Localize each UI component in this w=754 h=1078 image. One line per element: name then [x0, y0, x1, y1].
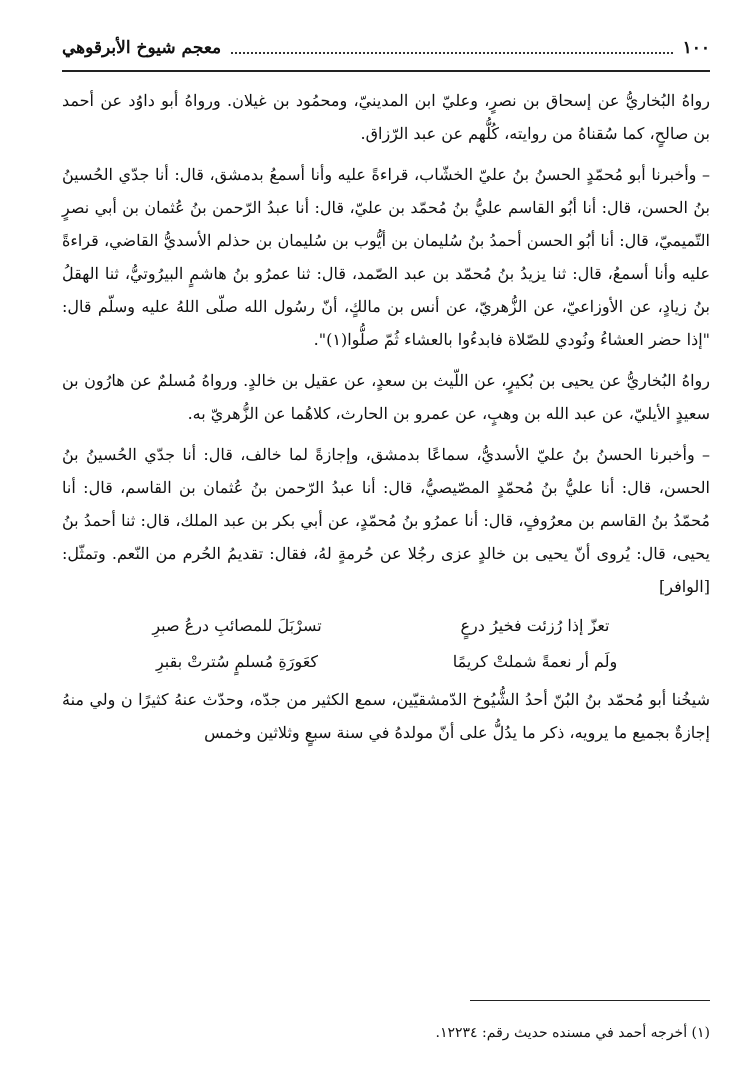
verse-first-hemistich: تعزّ إذا رُزئت فخيرُ درعٍ — [460, 616, 610, 635]
book-title: معجم شيوخ الأبرقوهي — [62, 38, 222, 58]
paragraph-2: – وأخبرنا أبو مُحمّدٍ الحسنُ بنُ عليّ الخشّاب، قراءةً عليه وأنا أسمعُ بدمشق، قال: أنا جدّي الحُسينُ بنُ الحسن، قال: أنا أبُو القاسم عليُّ بنُ مُحمّد بن عليّ، قال: أنا عبدُ الرّحمن بنُ عُثمان بن أبي نصرٍ التّميميّ، قال: أنا أبُو الحسن أحمدُ بنُ سُليمان بن أيُّوب بن سُليمان بن حذلم الأسديُّ القاضي، قراءةً عليه وأنا أسمعُ، قال: ثنا يزيدُ بنُ مُحمّد بن عبد الصّمد، قال: ثنا عمرُو بنُ هاشمٍ البيرُوتيُّ، ثنا الهقلُ بنُ زيادٍ، عن الأوزاعيّ، عن الزُّهريّ، عن أنس بن مالكٍ، أنّ رسُول الله صلّى اللهُ عليه وسلّم قال: "إذا حضر العشاءُ ونُودي للصّلاة فابدءُوا بالعشاء ثُمّ صلُّوا(١)". — [62, 165, 710, 349]
paragraph-3: رواهُ البُخاريُّ عن يحيى بن بُكيرٍ، عن اللّيث بن سعدٍ، عن عقيل بن خالدٍ. ورواهُ مُسلمٌ عن هارُون بن سعيدٍ الأيليّ، عن عبد الله بن وهبٍ، عن عمرو بن الحارث، كلاهُما عن الزُّهريّ به. — [62, 371, 710, 423]
paragraph-4: – وأخبرنا الحسنُ بنُ عليّ الأسديُّ، سماعًا بدمشق، وإجازةً لما خالف، قال: أنا جدّي الحُسينُ بنُ الحسن، قال: أنا عليُّ بنُ مُحمّدٍ المصّيصيُّ، قال: أنا عبدُ الرّحمن بنُ عُثمان بن القاسم، قال: أنا مُحمّدُ بنُ القاسم بن معرُوفٍ، قال: أنا عمرُو بنُ مُحمّدٍ، عن أبي بكر بن عبد الملك، قال: ثنا أحمدُ بنُ يحيى، قال: يُروى أنّ يحيى بن خالدٍ عزى رجُلا عن حُرمةٍ لهُ، فقال: تقديمُ الحُرم من النّعم. وتمثّل: [الوافر] — [62, 445, 711, 596]
verse-second-hemistich: تسرْبَلَ للمصائبِ درعُ صبرِ — [152, 616, 322, 635]
poem-verse — [62, 611, 710, 641]
verse-first-hemistich: ولَم أر نعمةً شملتْ كريمًا — [452, 652, 618, 671]
footnote: (١) أخرجه أحمد في مسنده حديث رقم: ١٢٢٣٤. — [435, 1025, 710, 1041]
page-body — [62, 84, 710, 757]
page-header — [62, 30, 710, 66]
header-leader-dots — [231, 42, 672, 54]
paragraph-1: رواهُ البُخاريُّ عن إسحاق بن نصرٍ، وعليّ ابن المدينيّ، ومحمُود بن غيلان. ورواهُ أبو داوُد عن أحمد بن صالحٍ، كما سُقناهُ من روايته، كُلُّهم عن عبد الرّزاق. — [62, 91, 710, 143]
verse-second-hemistich: كعَورَةِ مُسلمٍ سُترتْ بقبرِ — [155, 652, 319, 671]
page-number: ١٠٠ — [682, 38, 710, 58]
poem-verse — [62, 647, 710, 677]
footnote-rule — [470, 1000, 710, 1001]
closing-paragraph: شيخُنا أبو مُحمّد بنُ البُنّ أحدُ الشُّيُوخ الدّمشقيّين، سمع الكثير من جدّه، وحدّث عنهُ كثيرًا ن ولي منهُ إجازةٌ بجميع ما يرويه، ذكر ما يدُلُّ على أنّ مولدهُ في سنة سبعٍ وثلاثين وخمس — [62, 690, 710, 742]
header-rule — [62, 70, 710, 72]
poem — [62, 611, 710, 677]
